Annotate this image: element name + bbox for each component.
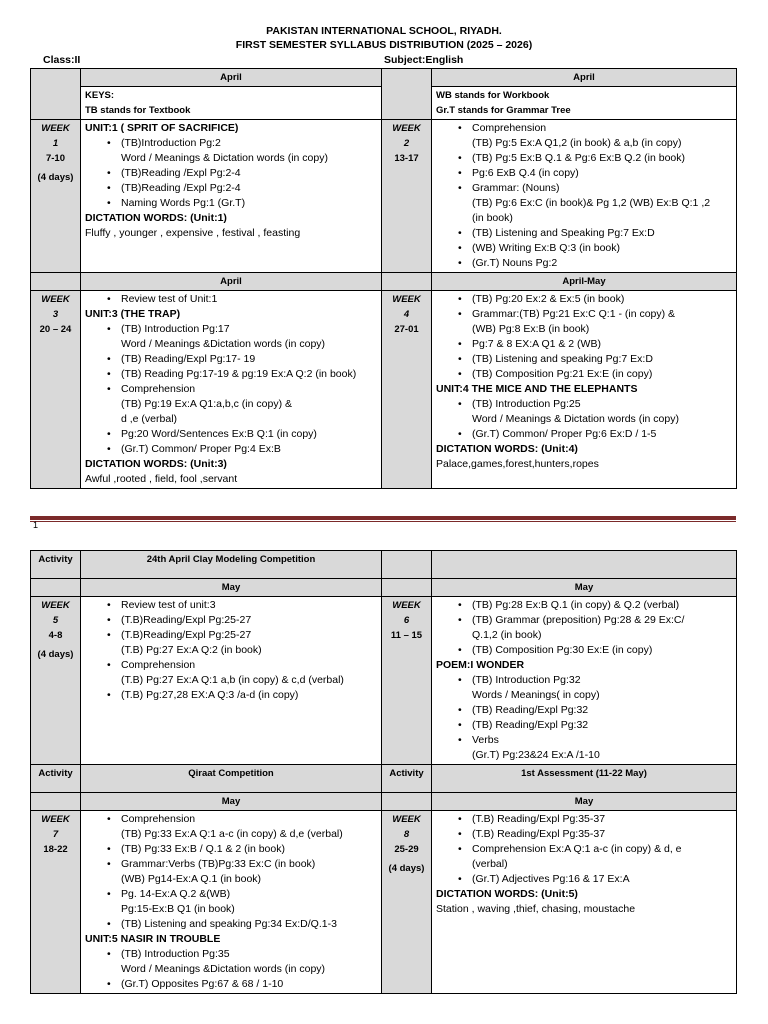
bullet-item: • Grammar: (Nouns)	[436, 181, 732, 196]
activity-name: 24th April Clay Modeling Competition	[81, 551, 382, 579]
blank-cell	[31, 793, 81, 811]
month-header: April-May	[432, 273, 737, 291]
week-num: 8	[403, 829, 410, 840]
bullet-item: • (TB) Listening and speaking Pg:34 Ex:D/Q.1-3	[85, 917, 377, 932]
content-line: DICTATION WORDS: (Unit:5)	[436, 888, 578, 900]
key-tb: TB stands for Textbook	[85, 105, 191, 116]
content-line: DICTATION WORDS: (Unit:1)	[85, 212, 227, 224]
key-wb: WB stands for Workbook	[436, 90, 550, 101]
content-line: d ,e (verbal)	[121, 413, 178, 425]
content-cell	[432, 811, 737, 994]
week-label: WEEK	[392, 123, 421, 134]
content-line: Word / Meanings &Dictation words (in copy)	[121, 963, 326, 975]
week-cell	[31, 811, 81, 994]
syllabus-table-page2	[30, 550, 737, 994]
content-line: (verbal)	[472, 858, 508, 870]
content-line: (T.B) Pg:27 Ex:A Q:1 a,b (in copy) & c,d (verbal)	[121, 674, 344, 686]
bullet-item: • Review test of Unit:1	[85, 292, 377, 307]
bullet-item: • Pg:6 ExB Q.4 (in copy)	[436, 166, 732, 181]
school-name: PAKISTAN INTERNATIONAL SCHOOL, RIYADH.	[266, 25, 502, 37]
bullet-item: • Comprehension	[85, 812, 377, 827]
content-line: UNIT:3 (THE TRAP)	[85, 308, 181, 320]
syllabus-table-page1	[30, 68, 737, 489]
bullet-item: • (TB)Reading /Expl Pg:2-4	[85, 181, 377, 196]
bullet-item: • (TB)Introduction Pg:2	[85, 136, 377, 151]
week-cell	[382, 597, 432, 765]
keys-left	[81, 87, 382, 120]
content-line: (WB) Pg14-Ex:A Q.1 (in book)	[121, 873, 262, 885]
bullet-item: • Comprehension Ex:A Q:1 a-c (in copy) & d, e	[436, 842, 732, 857]
page-divider	[30, 516, 736, 520]
bullet-item: • (TB)Reading /Expl Pg:2-4	[85, 166, 377, 181]
class-label: Class:II	[43, 54, 81, 66]
key-grt: Gr.T stands for Grammar Tree	[436, 105, 571, 116]
activity-label: Activity	[31, 551, 81, 579]
bullet-item: • Grammar:Verbs (TB)Pg:33 Ex:C (in book)	[85, 857, 377, 872]
week-cell	[31, 597, 81, 765]
page-number: 1	[33, 520, 39, 530]
content-line: Fluffy , younger , expensive , festival , feasting	[85, 227, 301, 239]
bullet-item: • Pg:7 & 8 EX:A Q1 & 2 (WB)	[436, 337, 732, 352]
week-num: 5	[52, 615, 59, 626]
bullet-item: • (WB) Writing Ex:B Q:3 (in book)	[436, 241, 732, 256]
content-line: (TB) Pg:5 Ex:A Q1,2 (in book) & a,b (in copy)	[472, 137, 682, 149]
content-line: (T.B) Pg:27 Ex:A Q:2 (in book)	[121, 644, 262, 656]
bullet-item: • Comprehension	[436, 121, 732, 136]
bullet-item: • (TB) Introduction Pg:17	[85, 322, 377, 337]
subject-label: Subject:English	[384, 54, 464, 66]
month-header: May	[432, 579, 737, 597]
bullet-item: • (TB) Composition Pg:30 Ex:E (in copy)	[436, 643, 732, 658]
week-num: 4	[403, 309, 410, 320]
month-header: April	[81, 69, 382, 87]
content-line: Word / Meanings &Dictation words (in copy)	[121, 338, 326, 350]
content-line: Word / Meanings & Dictation words (in copy)	[121, 152, 328, 164]
bullet-item: • (TB) Reading/Expl Pg:32	[436, 703, 732, 718]
bullet-item: • (TB) Listening and Speaking Pg:7 Ex:D	[436, 226, 732, 241]
week-dates: 4-8	[48, 630, 63, 641]
month-header: April	[81, 273, 382, 291]
week-dates: 11 – 15	[390, 630, 423, 641]
week-dates: 25-29	[394, 844, 419, 855]
month-header: May	[432, 793, 737, 811]
week-label: WEEK	[392, 814, 421, 825]
page-divider-thin	[30, 521, 736, 522]
content-cell	[81, 811, 382, 994]
content-line: UNIT:4 THE MICE AND THE ELEPHANTS	[436, 383, 638, 395]
bullet-item: • Pg:20 Word/Sentences Ex:B Q:1 (in copy)	[85, 427, 377, 442]
week-cell	[382, 811, 432, 994]
bullet-item: • Comprehension	[85, 658, 377, 673]
content-line: Awful ,rooted , field, fool ,servant	[85, 473, 238, 485]
bullet-item: • (Gr.T) Opposites Pg:67 & 68 / 1-10	[85, 977, 377, 992]
bullet-item: • (Gr.T) Common/ Proper Pg:4 Ex:B	[85, 442, 377, 457]
week-dates: 20 – 24	[39, 324, 72, 335]
week-cell	[382, 291, 432, 489]
content-cell	[432, 597, 737, 765]
bullet-item: • (Gr.T) Common/ Proper Pg:6 Ex:D / 1-5	[436, 427, 732, 442]
content-cell	[81, 120, 382, 273]
bullet-item: • (TB) Pg:33 Ex:B / Q.1 & 2 (in book)	[85, 842, 377, 857]
bullet-item: • Pg. 14-Ex:A Q.2 &(WB)	[85, 887, 377, 902]
bullet-item: • (TB) Reading/Expl Pg:17- 19	[85, 352, 377, 367]
bullet-item: • (T.B) Reading/Expl Pg:35-37	[436, 827, 732, 842]
activity-label: Activity	[31, 765, 81, 793]
content-line: (Gr.T) Pg:23&24 Ex:A /1-10	[472, 749, 600, 761]
bullet-item: • (TB) Introduction Pg:32	[436, 673, 732, 688]
blank-cell	[31, 69, 81, 120]
content-line: POEM:I WONDER	[436, 659, 525, 671]
activity-name: 1st Assessment (11-22 May)	[432, 765, 737, 793]
content-line: Words / Meanings( in copy)	[472, 689, 600, 701]
week-cell	[31, 120, 81, 273]
content-line: (WB) Pg:8 Ex:B (in book)	[472, 323, 590, 335]
week-dates: 27-01	[394, 324, 419, 335]
month-header: May	[81, 793, 382, 811]
bullet-item: • (Gr.T) Adjectives Pg:16 & 17 Ex:A	[436, 872, 732, 887]
content-line: Station , waving ,thief, chasing, moustache	[436, 903, 636, 915]
week-label: WEEK	[41, 814, 70, 825]
week-label: WEEK	[392, 600, 421, 611]
activity-name: Qiraat Competition	[81, 765, 382, 793]
content-line: Palace,games,forest,hunters,ropes	[436, 458, 599, 470]
bullet-item: • Review test of unit:3	[85, 598, 377, 613]
content-line: DICTATION WORDS: (Unit:3)	[85, 458, 227, 470]
bullet-item: • Verbs	[436, 733, 732, 748]
week-note: (4 days)	[388, 863, 425, 874]
content-line: UNIT:1 ( SPRIT OF SACRIFICE)	[85, 122, 239, 134]
content-line: DICTATION WORDS: (Unit:4)	[436, 443, 578, 455]
keys-right	[432, 87, 737, 120]
bullet-item: • (T.B) Pg:27,28 EX:A Q:3 /a-d (in copy)	[85, 688, 377, 703]
bullet-item: • (Gr.T) Nouns Pg:2	[436, 256, 732, 271]
month-header: May	[81, 579, 382, 597]
week-num: 3	[52, 309, 59, 320]
content-line: (TB) Pg:19 Ex:A Q1:a,b,c (in copy) &	[121, 398, 292, 410]
content-line: UNIT:5 NASIR IN TROUBLE	[85, 933, 221, 945]
week-cell	[382, 120, 432, 273]
bullet-item: • Comprehension	[85, 382, 377, 397]
blank-cell	[382, 793, 432, 811]
week-num: 6	[403, 615, 410, 626]
bullet-item: • (TB) Composition Pg:21 Ex:E (in copy)	[436, 367, 732, 382]
blank-cell	[31, 273, 81, 291]
bullet-item: • (TB) Introduction Pg:25	[436, 397, 732, 412]
content-cell	[432, 291, 737, 489]
week-label: WEEK	[41, 123, 70, 134]
week-note: (4 days)	[37, 172, 74, 183]
content-line: (TB) Pg:33 Ex:A Q:1 a-c (in copy) & d,e (verbal)	[121, 828, 343, 840]
week-label: WEEK	[41, 294, 70, 305]
bullet-item: • (TB) Listening and speaking Pg:7 Ex:D	[436, 352, 732, 367]
week-label: WEEK	[392, 294, 421, 305]
blank-cell	[382, 579, 432, 597]
blank-cell	[382, 69, 432, 120]
content-cell	[81, 291, 382, 489]
week-num: 1	[52, 138, 59, 149]
month-header: April	[432, 69, 737, 87]
bullet-item: • (T.B) Reading/Expl Pg:35-37	[436, 812, 732, 827]
bullet-item: • (TB) Reading/Expl Pg:32	[436, 718, 732, 733]
bullet-item: • (TB) Introduction Pg:35	[85, 947, 377, 962]
bullet-item: • (TB) Pg:28 Ex:B Q.1 (in copy) & Q.2 (verbal)	[436, 598, 732, 613]
week-cell	[31, 291, 81, 489]
week-label: WEEK	[41, 600, 70, 611]
blank-cell	[31, 579, 81, 597]
bullet-item: • (T.B)Reading/Expl Pg:25-27	[85, 628, 377, 643]
bullet-item: • (T.B)Reading/Expl Pg:25-27	[85, 613, 377, 628]
week-num: 7	[52, 829, 59, 840]
content-cell	[81, 597, 382, 765]
week-note: (4 days)	[37, 649, 74, 660]
content-line: Pg:15-Ex:B Q1 (in book)	[121, 903, 235, 915]
bullet-item: • (TB) Pg:20 Ex:2 & Ex:5 (in book)	[436, 292, 732, 307]
content-line: Word / Meanings & Dictation words (in copy)	[472, 413, 679, 425]
week-dates: 18-22	[43, 844, 68, 855]
bullet-item: • (TB) Pg:5 Ex:B Q.1 & Pg:6 Ex:B Q.2 (in book)	[436, 151, 732, 166]
blank-cell	[382, 273, 432, 291]
activity-label: Activity	[382, 765, 432, 793]
blank-cell	[382, 551, 432, 579]
bullet-item: • Grammar:(TB) Pg:21 Ex:C Q:1 - (in copy) &	[436, 307, 732, 322]
bullet-item: • Naming Words Pg:1 (Gr.T)	[85, 196, 377, 211]
week-dates: 7-10	[45, 153, 65, 164]
content-line: (in book)	[472, 212, 513, 224]
content-cell	[432, 120, 737, 273]
bullet-item: • (TB) Reading Pg:17-19 & pg:19 Ex:A Q:2 (in book)	[85, 367, 377, 382]
bullet-item: • (TB) Grammar (preposition) Pg:28 & 29 Ex:C/	[436, 613, 732, 628]
activity-name	[432, 551, 737, 579]
content-line: Q.1,2 (in book)	[472, 629, 542, 641]
content-line: (TB) Pg:6 Ex:C (in book)& Pg 1,2 (WB) Ex:B Q:1 ,2	[472, 197, 711, 209]
document-title: FIRST SEMESTER SYLLABUS DISTRIBUTION (2025 – 2026)	[235, 39, 533, 51]
week-dates: 13-17	[394, 153, 419, 164]
week-num: 2	[403, 138, 410, 149]
keys-heading: KEYS:	[85, 90, 115, 101]
